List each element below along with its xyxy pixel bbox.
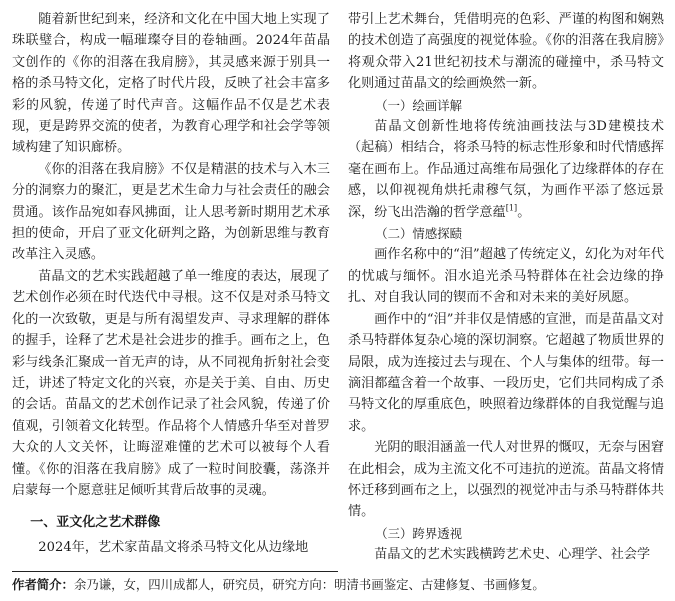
footnote-divider xyxy=(12,571,338,572)
subsection-heading: （一）绘画详解 xyxy=(375,97,462,113)
footnote-label: 作者简介： xyxy=(12,577,74,592)
section-heading: 一、亚文化之艺术群像 xyxy=(30,515,161,531)
body-paragraph xyxy=(348,116,664,223)
body-paragraph: 带引上艺术舞台，凭借明亮的色彩、严谨的构图和娴熟的技术创造了高强度的视觉体验。《你的泪落在我肩膀》将观众带入21世纪初技术与潮流的碰撞中，杀马特文化则通过苗晶文的绘画焕然一新。 xyxy=(348,12,664,92)
paragraph-text: 苗晶文创新性地将传统油画技法与3D建模技术（起稿）相结合，将杀马特的标志性形象和时代情感挥毫在画布上。作品通过高维布局强化了边缘群体的存在感，以仰视视角烘托肃穆气氛，为画作平添了悠远景深，纷飞出浩瀚的哲学意蕴 xyxy=(348,119,664,220)
citation-ref[interactable]: [1] xyxy=(505,203,518,213)
body-paragraph: 画作中的“泪”并非仅是情感的宣泄，而是苗晶文对杀马特群体复杂心境的深切洞察。它超越了物质世界的局限，成为连接过去与现在、个人与集体的纽带。每一滴泪都蕴含着一个故事、一段历史，它们共同构成了杀马特文化的厚重底色，映照着边缘群体的自我觉醒与追求。 xyxy=(348,311,664,434)
body-paragraph: 苗晶文的艺术实践超越了单一维度的表达，展现了艺术创作必须在时代迭代中寻根。这不仅是对杀马特文化的一次致敬，更是与所有渴望发声、寻求理解的群体的握手，诠释了艺术是社会进步的推手。画布之上，色彩与线条汇聚成一首无声的诗，从不同视角折射社会变迁，讲述了特定文化的兴衰，亦是关于美、自由、历史的会话。苗晶文的艺术创作记录了社会风貌，传递了价值观，引领着文化转型。作品将个人情感升华至对普罗大众的人文关怀，让晦涩难懂的艺术可以被每个人看懂。《你的泪落在我肩膀》成了一粒时间胶囊，荡涤并启蒙每一个愿意驻足倾听其背后故事的灵魂。 xyxy=(12,268,330,498)
body-paragraph: 2024年，艺术家苗晶文将杀马特文化从边缘地 xyxy=(38,540,309,556)
paragraph-end: 。 xyxy=(517,204,531,220)
body-paragraph: 《你的泪落在我肩膀》不仅是精湛的技术与入木三分的洞察力的聚汇，更是艺术生命力与社会责任的融会贯通。该作品宛如春风拂面，让人思考新时期用艺术承担的使命，开启了亚文化研判之路，为创新思维与教育改革注入灵感。 xyxy=(12,161,330,263)
body-paragraph: 苗晶文的艺术实践横跨艺术史、心理学、社会学 xyxy=(374,547,651,563)
right-column xyxy=(348,9,664,566)
body-paragraph: 光阴的眼泪涵盖一代人对世界的慨叹，无奈与困窘在此相会，成为主流文化不可违抗的逆流。苗晶文将情怀迁移到画布之上，以强烈的视觉冲击与杀马特群体共情。 xyxy=(348,440,664,520)
footnote-text: 余乃谦，女，四川成都人，研究员，研究方向：明清书画鉴定、古建修复、书画修复。 xyxy=(73,577,545,592)
body-paragraph: 随着新世纪到来，经济和文化在中国大地上实现了珠联璧合，构成一幅璀璨夺目的卷轴画。2024年苗晶文创作的《你的泪落在我肩膀》，其灵感来源于别具一格的杀马特文化，定格了时代片段，反映了社会丰富多彩的风貌，传递了时代声音。这幅作品不仅是艺术表现，更是跨界交流的使者，为教育心理学和社会学等领域构建了知识廊桥。 xyxy=(12,12,330,156)
left-column xyxy=(12,9,330,559)
subsection-heading: （二）情感探赜 xyxy=(375,226,462,242)
author-footnote xyxy=(12,576,662,594)
body-paragraph: 画作名称中的“泪”超越了传统定义，幻化为对年代的忧戚与缅怀。泪水追光杀马特群体在社会边缘的挣扎、对自我认同的锲而不舍和对未来的美好夙愿。 xyxy=(348,247,664,306)
subsection-heading: （三）跨界透视 xyxy=(375,525,462,541)
